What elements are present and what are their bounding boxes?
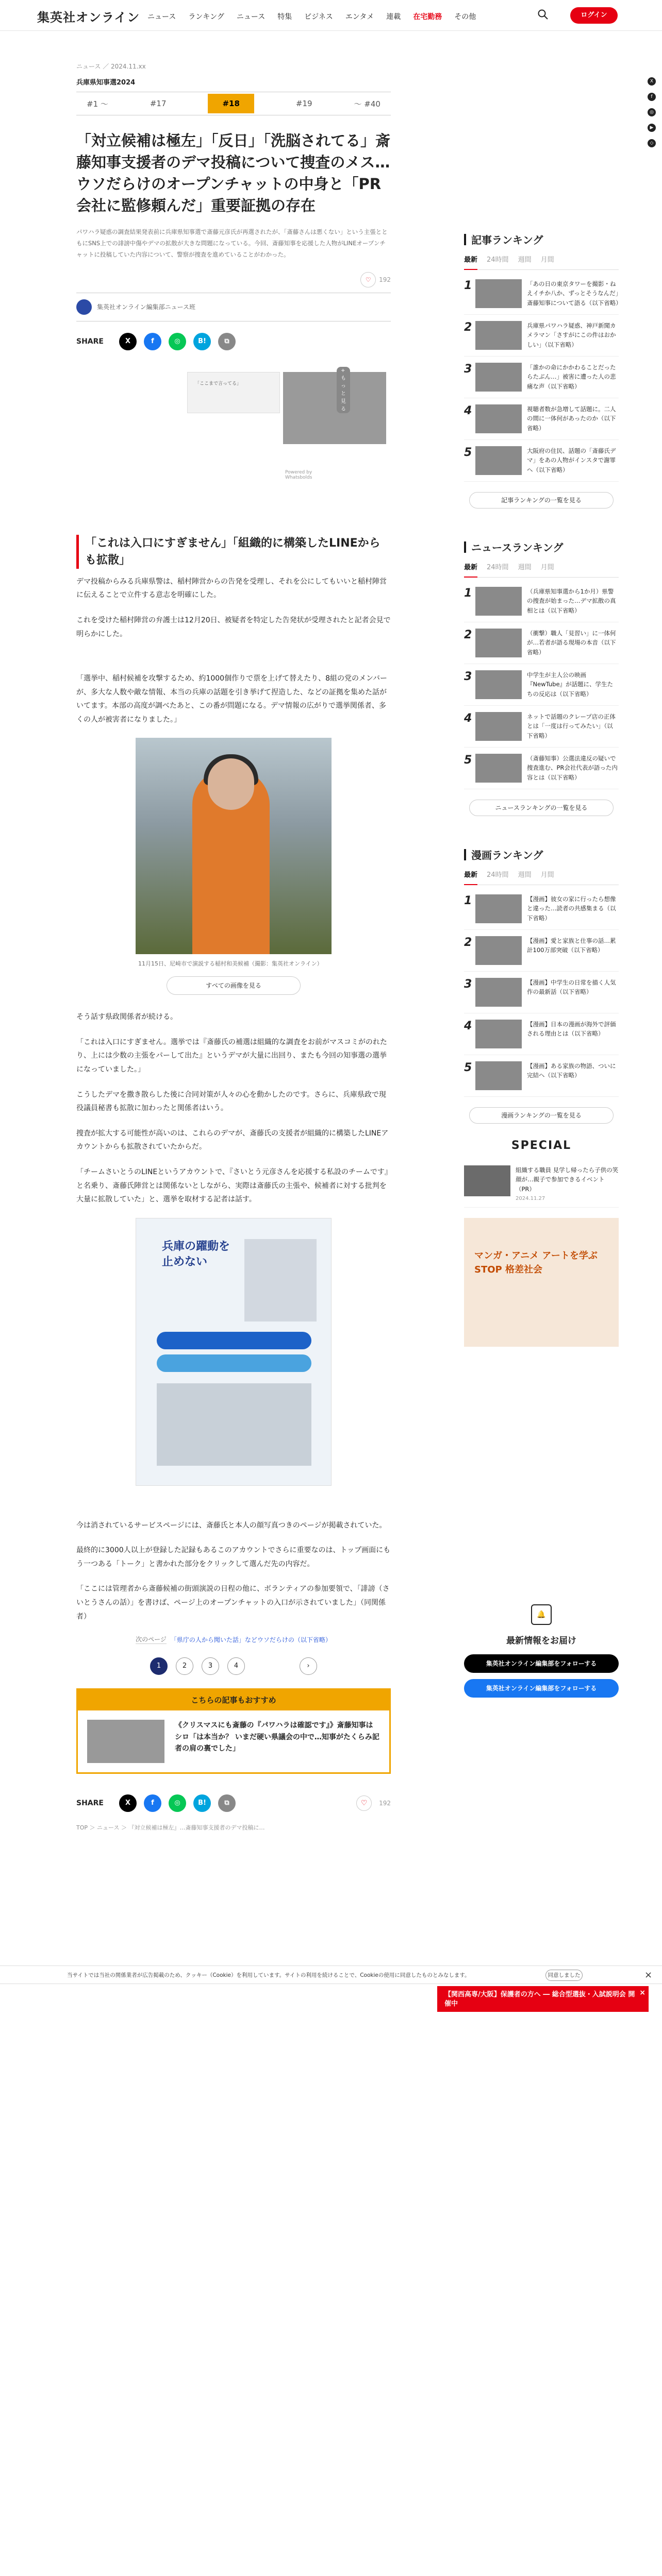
photo-caption: 11月15日、尼崎市で演説する稲村和美候補（撮影：集英社オンライン） <box>138 960 323 968</box>
section-heading: 「これは入口にすぎません」「組織的に構築したLINEからも拡散」 <box>76 535 391 569</box>
all-photos-button[interactable]: すべての画像を見る <box>167 976 301 995</box>
share-bar <box>76 333 391 350</box>
floating-ad-text: 【関西高専/大阪】保護者の方へ ― 総合型選抜・入試説明会 開催中 <box>444 1991 635 2008</box>
ad-more[interactable]: + もっと見る <box>337 367 350 413</box>
pagination <box>76 1657 391 1675</box>
screenshot-button <box>157 1332 311 1349</box>
link-icon[interactable]: ⧉ <box>218 333 236 350</box>
paragraph: こうしたデマを撒き散らした後に合同対策が人々の心を動かしたのです。さらに、兵庫県政で現役議員秘書も拡散に加わったと関係者はいう。 <box>76 1090 386 1113</box>
article-meta: ニュース ／ 2024.11.xx <box>76 63 146 70</box>
x-icon[interactable]: X <box>119 333 137 350</box>
ad-powered: Powered by Whatsbolds <box>285 469 312 480</box>
nav-news[interactable]: ニュース <box>147 13 176 21</box>
tab-month[interactable]: 月間 <box>540 564 554 571</box>
nav-other[interactable]: その他 <box>454 13 476 21</box>
ranking-item[interactable]: 1 （兵庫県知事選から1か月）県警の捜査が始まった…デマ拡散の真相とは（以下省略） <box>464 581 619 622</box>
cookie-agree-button[interactable]: 同意しました <box>545 1970 583 1981</box>
article-title: 「対立候補は極左」「反日」「洗脳されてる」斎藤知事支援者のデマ投稿について捜査のメス…ウソだらけのオープンチャットの中身と「PR会社に監修頼んだ」重要証拠の存在 <box>76 132 391 215</box>
screenshot-button <box>157 1354 311 1372</box>
tab-latest[interactable]: 最新 <box>464 562 477 578</box>
page-next[interactable]: › <box>300 1657 317 1675</box>
tab-latest[interactable]: 最新 <box>464 869 477 885</box>
follow-facebook-button[interactable]: 集英社オンライン編集部をフォローする <box>464 1679 619 1698</box>
close-icon[interactable]: × <box>639 1989 646 1997</box>
x-icon[interactable]: X <box>119 1794 137 1812</box>
paragraph: そう話す県政関係者が続ける。 <box>76 1013 177 1022</box>
special-date: 2024.11.27 <box>516 1196 545 1202</box>
paragraph: 捜査が拡大する可能性が高いのは、これらのデマが、斎藤氏の支援者が組織的に構築したLINEアカウントからも拡散されていたからだ。 <box>76 1129 389 1151</box>
ranking-tabs <box>464 254 619 270</box>
series-next[interactable]: #19 <box>295 99 312 108</box>
search-icon[interactable] <box>537 9 549 20</box>
ranking-item[interactable]: 5 大阪府の住民、話題の「斎藤氏デマ」をあの人物がインスタで謝罪へ（以下省略） <box>464 440 619 482</box>
screenshot-image[interactable] <box>136 1218 332 1486</box>
screenshot-photo <box>244 1239 317 1321</box>
special-title: 組織する職員 見学し帰ったら子供の笑顔が…親子で参加できるイベント（PR） <box>516 1166 619 1193</box>
nav-series[interactable]: 連載 <box>386 13 401 21</box>
line-share-icon[interactable]: ◎ <box>648 108 656 116</box>
screenshot-headline: 兵庫の躍動を 止めない <box>162 1240 230 1269</box>
close-icon[interactable]: × <box>644 1970 653 1980</box>
ranking-item[interactable]: 4 ネットで話題のクレープ店の正体とは「一度は行ってみたい」（以下省略） <box>464 706 619 748</box>
news-ranking-list <box>464 581 619 789</box>
follow-x-button[interactable]: 集英社オンライン編集部をフォローする <box>464 1654 619 1673</box>
manga-ranking-list <box>464 888 619 1097</box>
x-share-icon[interactable]: X <box>648 77 656 86</box>
heart-icon[interactable]: ♡ <box>356 1795 372 1811</box>
ranking-list <box>464 273 622 482</box>
favorite-count: 192 <box>379 1800 391 1807</box>
ranking-item[interactable]: 5 【漫画】ある家族の物語、ついに完結へ（以下省略） <box>464 1055 619 1097</box>
page-1[interactable]: 1 <box>150 1657 168 1675</box>
article-photo[interactable] <box>136 738 332 954</box>
screenshot-photo2 <box>157 1383 311 1466</box>
line-icon[interactable]: ◎ <box>169 1794 186 1812</box>
news-ranking-heading: ニュースランキング <box>464 539 619 554</box>
sidebar-ad-copy: マンガ・アニメ アートを学ぶ STOP 格差社会 <box>474 1250 598 1276</box>
nav-feature[interactable]: 特集 <box>277 13 292 21</box>
favorite <box>76 272 391 287</box>
follow-title: 最新情報をお届け <box>506 1636 576 1647</box>
site-header <box>0 0 662 31</box>
recommended-box[interactable] <box>76 1688 391 1774</box>
tab-month[interactable]: 月間 <box>540 256 554 264</box>
series-first[interactable]: #1 ～ <box>87 99 108 109</box>
floating-ad[interactable] <box>437 1986 649 2012</box>
footer-share-bar <box>76 1794 391 1812</box>
paragraph: 今は消されているサービスページには、斎藤氏と本人の顔写真つきのページが掲載されていた。 <box>76 1521 387 1530</box>
favorite-count: 192 <box>379 276 391 283</box>
tab-week[interactable]: 週間 <box>518 564 532 571</box>
paragraph: 「ここには管理者から斎藤候補の街頭演説の日程の他に、ボランティアの参加要領で、「誹謗（さいとうさんの話）」を書けば、ページ上のオープンチャットの入口が示されていました」（同関係者） <box>76 1585 390 1621</box>
facebook-icon[interactable]: f <box>144 1794 161 1812</box>
tab-24h[interactable]: 24時間 <box>487 564 509 571</box>
page-2[interactable]: 2 <box>176 1657 193 1675</box>
news-ranking-more-button[interactable]: ニュースランキングの一覧を見る <box>469 800 614 816</box>
tab-week[interactable]: 週間 <box>518 256 532 264</box>
ranking-item[interactable]: 4 【漫画】日本の漫画が海外で評価される理由とは（以下省略） <box>464 1013 619 1055</box>
global-nav <box>147 11 476 22</box>
page-3[interactable]: 3 <box>202 1657 219 1675</box>
spacer <box>76 1496 391 1519</box>
nav-remote[interactable]: 在宅勤務 <box>413 13 442 21</box>
news-ranking-tabs <box>464 562 619 578</box>
nav-entertainment[interactable]: エンタメ <box>345 13 374 21</box>
share-rail <box>648 77 656 147</box>
series-prev[interactable]: #17 <box>150 99 167 108</box>
facebook-share-icon[interactable]: f <box>648 93 656 101</box>
next-page-title: 「県庁の人から聞いた話」などウソだらけの（以下省略） <box>170 1636 332 1643</box>
share-label: SHARE <box>76 1799 104 1808</box>
next-page-label: 次のページ <box>136 1636 167 1643</box>
cookie-banner <box>0 1965 662 1984</box>
tab-month[interactable]: 月間 <box>540 871 554 879</box>
link-share-icon[interactable]: ◇ <box>648 139 656 147</box>
ranking-item[interactable]: 2 （衝撃）職人「見習い」に一体何が…若者が語る現場の本音（以下省略） <box>464 622 619 664</box>
ranking-more-button[interactable]: 記事ランキングの一覧を見る <box>469 492 614 509</box>
nav-business[interactable]: ビジネス <box>304 13 333 21</box>
sidebar <box>464 232 622 1704</box>
ranking-item[interactable]: 3 【漫画】中学生の日常を描く人気作の最新話（以下省略） <box>464 972 619 1013</box>
login-button[interactable]: ログイン <box>570 7 618 24</box>
recommended-thumbnail <box>87 1720 164 1763</box>
line-icon[interactable]: ◎ <box>169 333 186 350</box>
ranking-item[interactable]: 2 兵庫県パワハラ疑惑、神戸新聞カメラマン「さすがにこの件はおかしい」（以下省略） <box>464 315 619 357</box>
bell-icon: 🔔 <box>531 1604 552 1625</box>
paragraph: デマ投稿からみる兵庫県警は、稲村陣営からの告発を受理し、それを公にしてもいいと稲村陣営に伝えることで立件する意志を明確にした。 <box>76 577 387 600</box>
ranking-item[interactable]: 3 中学生が主人公の映画『NewTube』が話題に、学生たちの反応は（以下省略） <box>464 664 619 706</box>
manga-ranking-heading: 漫画ランキング <box>464 847 619 862</box>
paragraph: 「チームさいとうのLINEというアカウントで、『さいとう元彦さんを応援する私設のチームです』と名乗り、斎藤氏陣営とは関係ないとしながら、実際は斎藤氏の主張や、候補者に対する批判を大量に拡散していた」と、選挙を取材する記者は話す。 <box>76 1167 388 1204</box>
follow-box <box>464 1604 619 1698</box>
article <box>76 62 391 1843</box>
nav-ranking[interactable]: ランキング <box>188 13 224 21</box>
cookie-text: 当サイトでは当社の関係業者が広告掲載のため、クッキー（Cookie）を利用しています。サイトの利用を続けることで、Cookieの使用に同意したものとみなします。 <box>67 1972 470 1978</box>
nav-news2[interactable]: ニュース <box>236 13 266 21</box>
series-last[interactable]: ～ #40 <box>354 99 380 109</box>
quote: 「選挙中、稲村候補を攻撃するため、約1000個作りで票を上げて替えたり、8組の党のメンバーが、多大な人数や敵な情報、本当の兵庫の話題を引き挙げて捏造した、などの証拠を集めた話がいてます。本部の高度が調べたあと、この番が問題になる。デマ情報の広がりで選挙関係者、多くの人が被害者になりました。」 <box>76 674 387 724</box>
recommended-heading: こちらの記事もおすすめ <box>78 1690 389 1710</box>
recommended-title: 《クリスマスにも斎藤の『パワハラは確認です』》斎藤知事はシロ「は本当か？ いまだ硬い県議会の中で…知事がたくらみ記者の肩の裏でした」 <box>175 1721 379 1753</box>
ranking-heading: 記事ランキング <box>464 232 619 247</box>
ranking-item[interactable]: 5 （斎藤知事）公選法違反の疑いで捜査進む、PR会社代表が語った内容とは（以下省略） <box>464 748 619 789</box>
sidebar-ad[interactable] <box>464 1218 619 1347</box>
author[interactable] <box>76 293 391 321</box>
special-thumbnail <box>464 1165 510 1196</box>
site-logo[interactable]: 集英社オンライン <box>37 10 140 25</box>
link-icon[interactable]: ⧉ <box>218 1794 236 1812</box>
manga-ranking-tabs <box>464 869 619 885</box>
ranking-item[interactable]: 1 【漫画】彼女の家に行ったら想像と違った…読者の共感集まる（以下省略） <box>464 888 619 930</box>
hatena-icon[interactable]: B! <box>193 1794 211 1812</box>
inline-ad[interactable] <box>130 362 346 483</box>
ranking-item[interactable]: 2 【漫画】愛と家族と仕事の話…累計100万部突破（以下省略） <box>464 930 619 972</box>
hatena-icon[interactable]: B! <box>193 333 211 350</box>
article-lead: パワハラ疑惑の調査結果発表前に兵庫県知事選で斎藤元彦氏が再選されたが、「斎藤さんは悪くない」という主張とともにSNS上での誹謗中傷やデマの拡散が大きな問題になっている。今回、斎藤知事を応援した人物がLINEオープンチャットに投稿していた内容について、警察が捜査を進めていることがわかった。 <box>76 228 388 258</box>
photo-face <box>208 758 254 810</box>
series-pager <box>76 92 391 115</box>
tab-24h[interactable]: 24時間 <box>487 256 509 264</box>
page-4[interactable]: 4 <box>227 1657 245 1675</box>
paragraph: 「これは入口にすぎません。選挙では『斎藤氏の補選は組織的な調査をお前がマスコミがのれたり、上には少数の主張をパーして出た』というデマが大量に出回り、またも今回の知事選の選挙になっていました。」 <box>76 1038 387 1074</box>
ranking-item[interactable]: 3 「誰かの命にかかわることだったらたぶん…」被害に遭った人の悲痛な声（以下省略） <box>464 357 619 398</box>
heart-icon[interactable]: ♡ <box>360 272 376 287</box>
series-current: #18 <box>208 94 254 113</box>
ranking-item[interactable]: 4 視聴者数が急増して話題に。二人の間に一体何があったのか（以下省略） <box>464 398 619 440</box>
facebook-icon[interactable]: f <box>144 333 161 350</box>
tab-latest[interactable]: 最新 <box>464 254 477 270</box>
ranking-item[interactable]: 1 「あの日の東京タワーを撮影・ねえイチか八か、ずっとそうなんだ」斎藤知事について語る（以下省略） <box>464 273 619 315</box>
series-title[interactable]: 兵庫県知事選2024 <box>76 79 136 87</box>
next-page-link[interactable] <box>76 1635 391 1644</box>
ad-text: 「ここまで言ってる」 <box>187 372 280 413</box>
paragraph: 最終的に3000人以上が登録した記録もあるこのアカウントでさらに重要なのは、トップ画面にもう一つある「トーク」と書かれた部分をクリックして選んだ先の内容だ。 <box>76 1546 391 1568</box>
author-name: 集英社オンライン編集部ニュース班 <box>97 303 196 311</box>
tab-week[interactable]: 週間 <box>518 871 532 879</box>
paragraph: これを受けた稲村陣営の弁護士は12月20日、被疑者を特定した告発状が受理されたと記者会見で明らかにした。 <box>76 616 391 638</box>
youtube-share-icon[interactable]: ▶ <box>648 124 656 132</box>
author-avatar <box>76 299 92 315</box>
tab-24h[interactable]: 24時間 <box>487 871 509 879</box>
special-heading: SPECIAL <box>511 1139 572 1152</box>
manga-ranking-more-button[interactable]: 漫画ランキングの一覧を見る <box>469 1107 614 1124</box>
breadcrumb[interactable]: TOP ＞ ニュース ＞ 『対立候補は極左』…斎藤知事支援者のデマ投稿に… <box>76 1824 265 1832</box>
ad-image <box>283 372 386 444</box>
special-item[interactable] <box>464 1160 619 1208</box>
share-label: SHARE <box>76 337 104 346</box>
